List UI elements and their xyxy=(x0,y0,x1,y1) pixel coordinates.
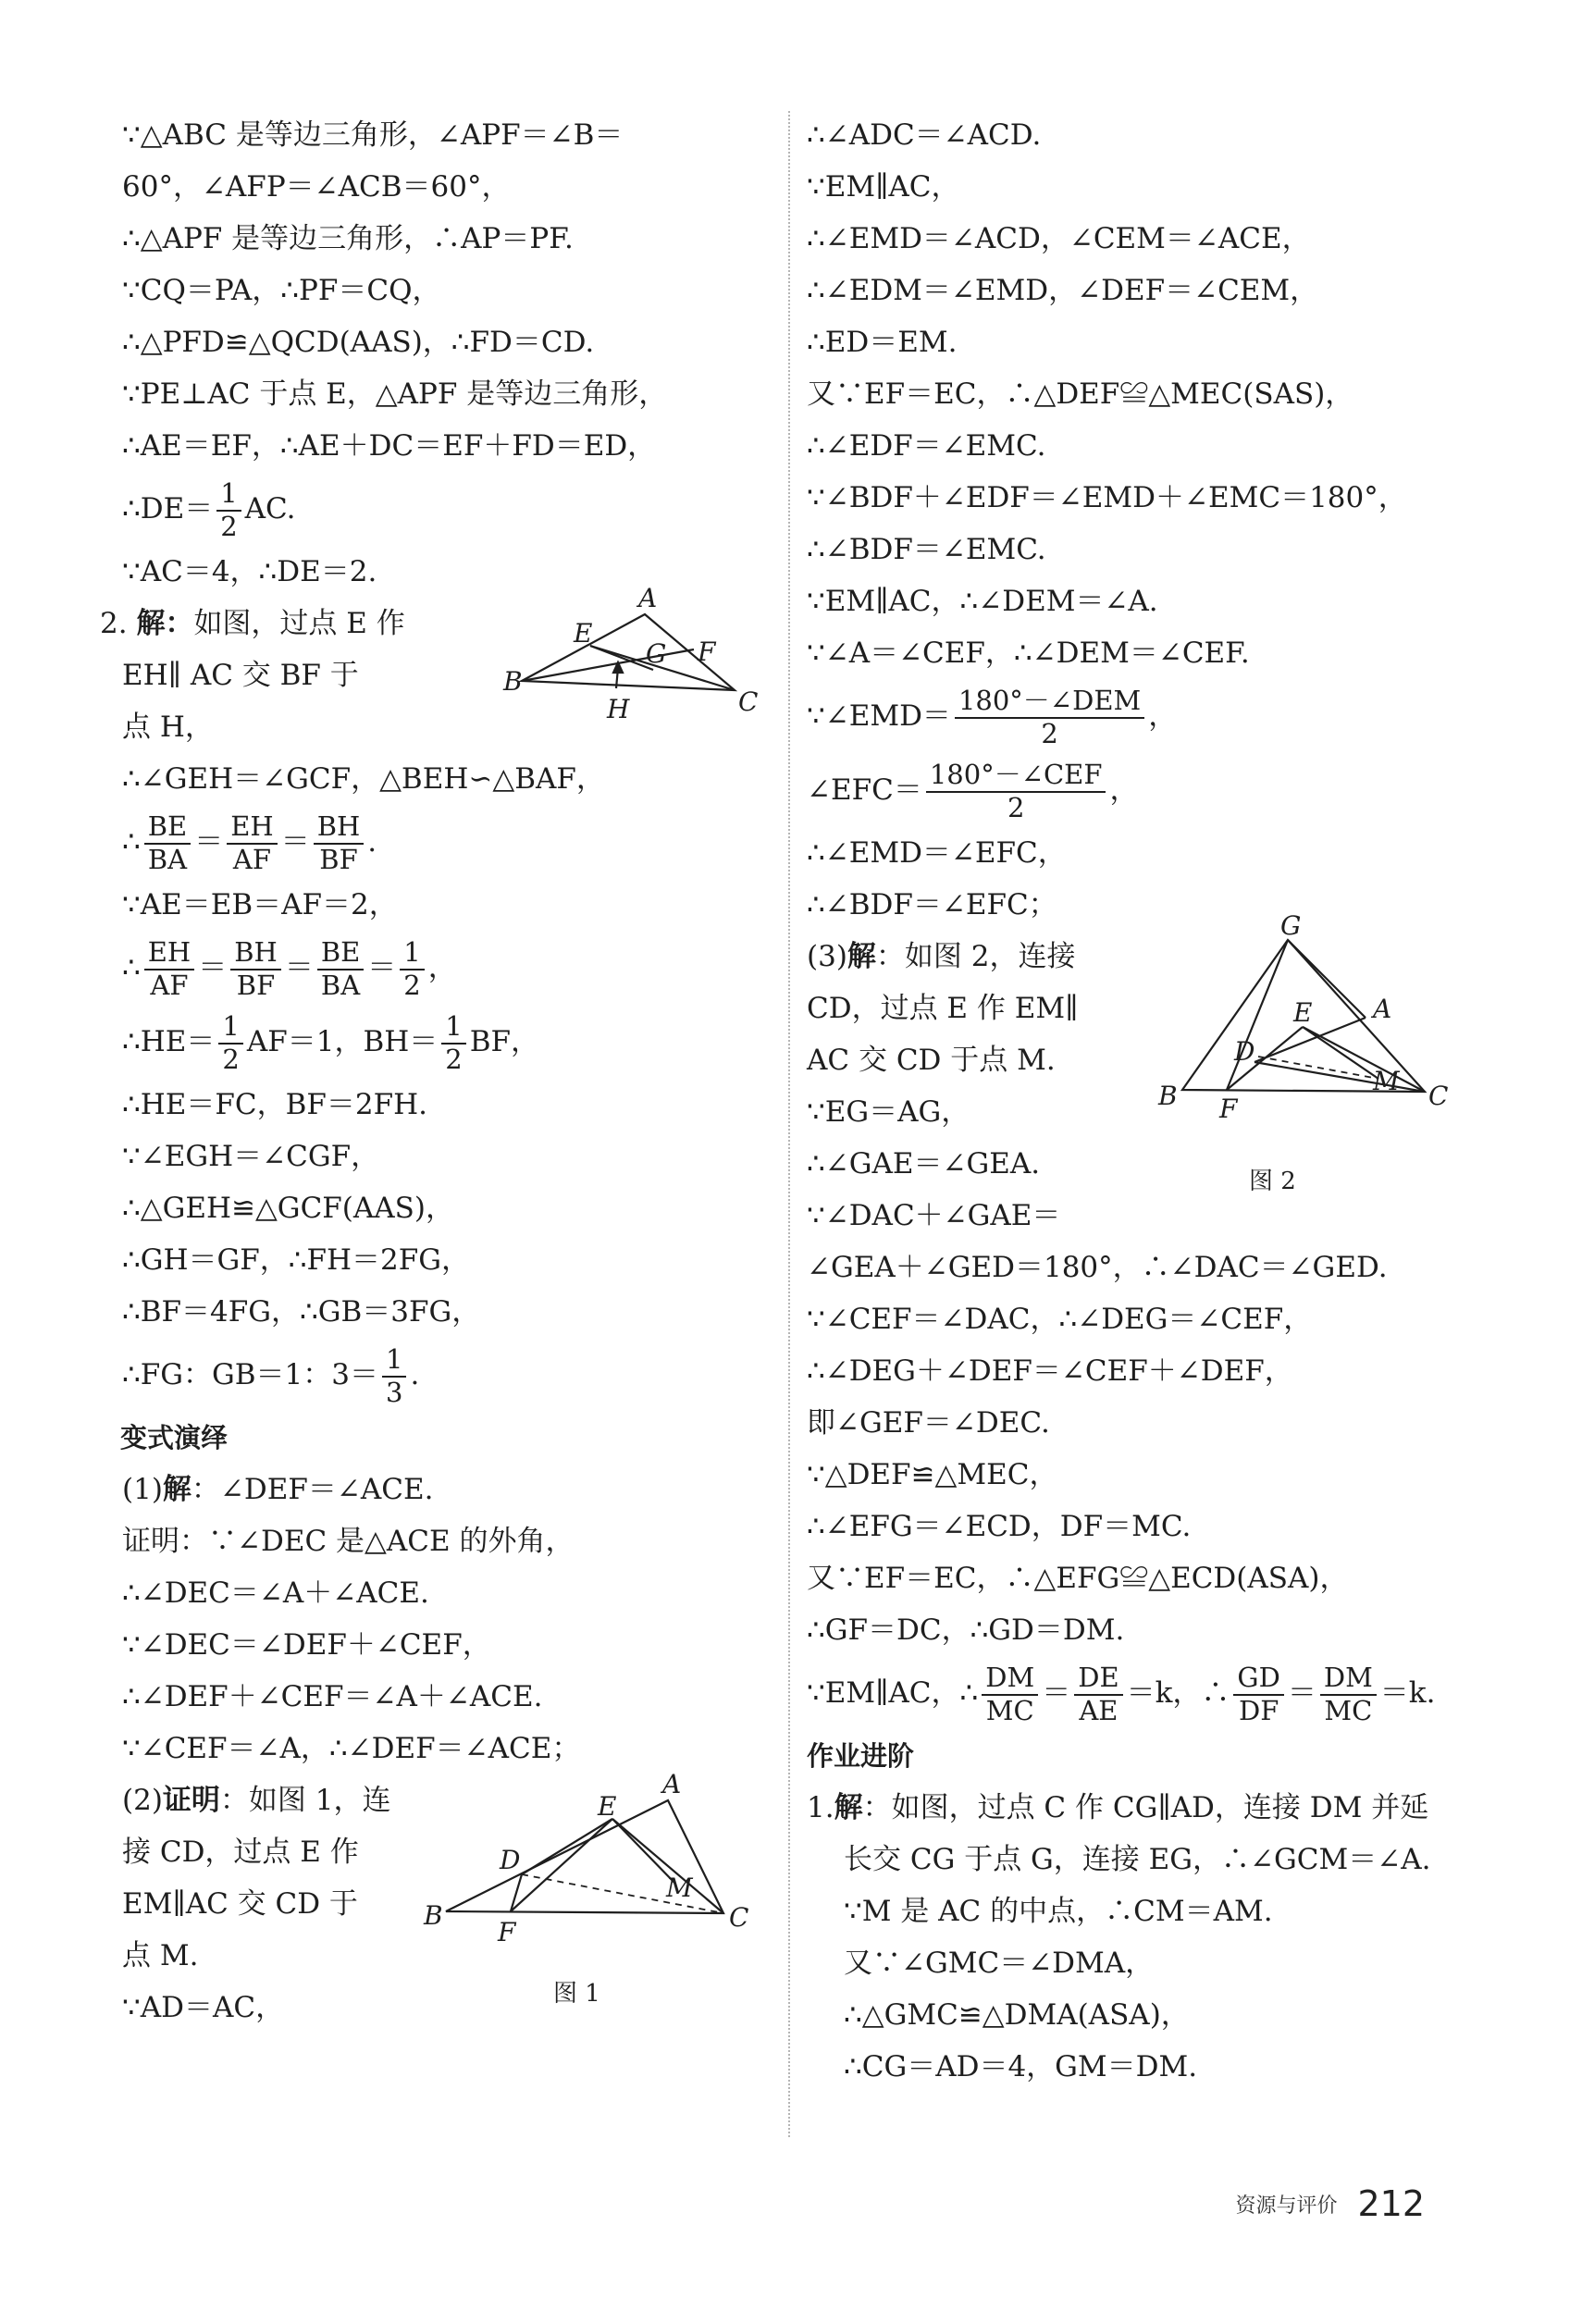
text-line: ∴∠DEG＋∠DEF＝∠CEF＋∠DEF， xyxy=(807,1354,1293,1388)
therefore-sign: ∴ xyxy=(122,951,141,984)
point-label-C: C xyxy=(729,1902,749,1933)
text-line: ∵∠BDF＋∠EDF＝∠EMD＋∠EMC＝180°， xyxy=(807,481,1407,514)
fraction-numerator: EH xyxy=(227,811,277,844)
fraction xyxy=(982,1663,1038,1726)
section-title: 作业进阶 xyxy=(807,1740,915,1772)
text-line: ∴ED＝EM. xyxy=(807,326,958,359)
column-divider xyxy=(788,111,790,2137)
fraction-denominator: 2 xyxy=(1041,717,1058,749)
point-label-A: A xyxy=(1373,994,1392,1024)
text-line: ∵∠EGH＝∠CGF， xyxy=(122,1140,380,1173)
text-line: ∴△GMC≌△DMA(ASA)， xyxy=(844,1998,1190,2032)
text-line: ∴△APF 是等边三角形，∴AP＝PF. xyxy=(122,222,574,255)
text-line: ∴∠DEF＋∠CEF＝∠A＋∠ACE. xyxy=(122,1680,543,1713)
fraction-numerator: 1 xyxy=(382,1344,406,1377)
fraction xyxy=(1320,1663,1377,1726)
fraction-numerator: 1 xyxy=(400,937,424,970)
text-line: ∴GF＝DC，∴GD＝DM. xyxy=(807,1613,1125,1647)
equation-line xyxy=(807,753,1454,827)
text-span: . xyxy=(410,1358,420,1391)
text-line: ∵AE＝EB＝AF＝2， xyxy=(122,888,398,921)
problem-number: 1. xyxy=(807,1791,834,1824)
text-span: ：如图 1，连 xyxy=(219,1784,391,1817)
fraction-numerator: BE xyxy=(317,937,364,970)
point-label-A: A xyxy=(662,1769,682,1799)
fraction-denominator: BA xyxy=(147,843,188,875)
text-line: 60°，∠AFP＝∠ACB＝60°， xyxy=(122,170,511,204)
problem-2-block xyxy=(100,583,770,753)
text-line: ∴HE＝FC，BF＝2FH. xyxy=(122,1088,428,1121)
text-span: ∴DE＝ xyxy=(122,492,214,525)
text-line: ∵∠A＝∠CEF，∴∠DEM＝∠CEF. xyxy=(807,637,1250,670)
point-label-B: B xyxy=(424,1900,443,1931)
text-line: 点 M. xyxy=(122,1939,199,1972)
text-line: ∴∠BDF＝∠EMC. xyxy=(807,533,1046,566)
text-span: AF＝1，BH＝ xyxy=(246,1025,439,1058)
point-label-E: E xyxy=(574,618,593,649)
fraction-numerator: BH xyxy=(314,811,365,844)
text-span: . xyxy=(367,825,377,859)
figure-2 xyxy=(1131,910,1449,1156)
point-label-E: E xyxy=(1293,997,1313,1028)
text-line: 点 H， xyxy=(122,711,214,744)
text-line: 长交 CG 于点 G，连接 EG，∴∠GCM＝∠A. xyxy=(844,1843,1431,1876)
text-line: ∵∠CEF＝∠A，∴∠DEF＝∠ACE； xyxy=(122,1732,581,1765)
text-line: ∴∠EDM＝∠EMD，∠DEF＝∠CEM， xyxy=(807,274,1319,307)
text-line: ∵EG＝AG， xyxy=(807,1095,970,1129)
text-line: ∴△GEH≌△GCF(AAS)， xyxy=(122,1192,454,1225)
text-span: ∵EM∥AC，∴ xyxy=(807,1676,979,1710)
fraction-denominator: 3 xyxy=(386,1376,403,1408)
text-line: ∵∠CEF＝∠DAC，∴∠DEG＝∠CEF， xyxy=(807,1303,1313,1336)
fraction xyxy=(400,937,424,1001)
fraction-numerator: 180°－∠DEM xyxy=(955,686,1144,718)
fraction-numerator: 180°－∠CEF xyxy=(926,760,1106,792)
figure-1 xyxy=(418,1769,770,1959)
fraction-denominator: 2 xyxy=(222,1043,240,1075)
text-line: ∴∠EFG＝∠ECD，DF＝MC. xyxy=(807,1510,1192,1543)
text-span: ∴HE＝ xyxy=(122,1025,216,1058)
fraction-denominator: BF xyxy=(319,843,358,875)
text-line: AC 交 CD 于点 M. xyxy=(807,1044,1056,1077)
text-span: ∴FG：GB＝1：3＝ xyxy=(122,1358,378,1391)
fraction-denominator: AF xyxy=(150,969,189,1001)
fraction-numerator: 1 xyxy=(216,478,241,511)
fraction-numerator: DM xyxy=(982,1663,1038,1695)
text-line: 又∵EF＝EC，∴△EFG≌△ECD(ASA)， xyxy=(807,1562,1349,1595)
figure-1-caption: 图 1 xyxy=(553,1980,600,2008)
fraction-denominator: 2 xyxy=(220,510,238,542)
equation-line: ∴ $\frac{BE}{BA}$ ＝ $\frac{EH}{AF}$ ＝ $\frac{BH}{BF}$ . xyxy=(122,810,377,875)
text-line xyxy=(807,1782,1454,1834)
text-line xyxy=(122,1464,770,1515)
point-label-B: B xyxy=(1158,1081,1178,1111)
fraction xyxy=(926,760,1106,823)
fraction-numerator: GD xyxy=(1233,1663,1283,1695)
text-line: ∴∠EDF＝∠EMC. xyxy=(807,429,1046,463)
text-line: ∵PE⊥AC 于点 E，△APF 是等边三角形， xyxy=(122,377,668,411)
text-line: ∵AC＝4，∴DE＝2. xyxy=(122,555,377,588)
text-line: ∵M 是 AC 的中点，∴CM＝AM. xyxy=(844,1895,1273,1928)
fraction-numerator: 1 xyxy=(218,1011,242,1044)
therefore-sign: ∴ xyxy=(122,825,141,859)
text-line: ∵EM∥AC， xyxy=(807,170,960,204)
text-span: ：如图，过点 C 作 CG∥AD，连接 DM 并延 xyxy=(862,1791,1429,1824)
text-line: ∴∠EMD＝∠ACD，∠CEM＝∠ACE， xyxy=(807,222,1311,255)
text-line: 证明：∵∠DEC 是△ACE 的外角， xyxy=(122,1525,575,1558)
page-footer xyxy=(1235,2183,1425,2224)
fraction-denominator: 2 xyxy=(403,969,421,1001)
text-line: ∴∠ADC＝∠ACD. xyxy=(807,118,1042,152)
text-line: ∵∠DAC＋∠GAE＝ xyxy=(807,1199,1061,1232)
solution-label: 解 xyxy=(162,1473,192,1506)
solution-label: 解 xyxy=(847,940,876,973)
point-label-E: E xyxy=(598,1791,617,1822)
text-line: ∴AE＝EF，∴AE＋DC＝EF＋FD＝ED， xyxy=(122,429,657,463)
text-line: 接 CD，过点 E 作 xyxy=(122,1836,359,1869)
point-label-F: F xyxy=(698,637,716,667)
section-title: 变式演绎 xyxy=(120,1422,229,1453)
text-line: ∵CQ＝PA，∴PF＝CQ， xyxy=(122,274,441,307)
fraction xyxy=(230,937,281,1001)
problem-number: 2. xyxy=(100,607,137,640)
text-line: 即∠GEF＝∠DEC. xyxy=(807,1406,1050,1440)
point-label-G: G xyxy=(646,638,667,669)
fraction xyxy=(955,686,1144,749)
equation-line xyxy=(122,1005,770,1079)
text-line: ∠GEA＋∠GED＝180°，∴∠DAC＝∠GED. xyxy=(807,1251,1388,1284)
fraction-denominator: MC xyxy=(985,1694,1034,1726)
text-line: ∵△DEF≌△MEC， xyxy=(807,1458,1058,1491)
text-span: ∵∠EMD＝ xyxy=(807,699,951,733)
text-line: ∴∠EMD＝∠EFC， xyxy=(807,836,1067,870)
text-line: CD，过点 E 作 EM∥ xyxy=(807,992,1079,1025)
problem-3-block xyxy=(807,910,1454,1242)
text-line: ∴CG＝AD＝4，GM＝DM. xyxy=(844,2050,1198,2083)
fraction-denominator: AF xyxy=(232,843,271,875)
fraction xyxy=(382,1344,406,1408)
fraction xyxy=(144,937,194,1001)
fraction xyxy=(441,1011,465,1075)
right-column xyxy=(807,109,1454,2093)
fraction xyxy=(216,478,241,542)
equation-line: ∵EM∥AC，∴ $\frac{DM}{MC}$ ＝ $\frac{DE}{AE}$ ＝k，∴ $\frac{GD}{DF}$ ＝ $\frac{DM}{MC}$ ＝k. xyxy=(807,1662,1436,1726)
fraction-denominator: DF xyxy=(1238,1694,1279,1726)
point-label-C: C xyxy=(1428,1081,1449,1111)
text-line: ∴∠GEH＝∠GCF，△BEH∽△BAF， xyxy=(122,762,605,796)
point-label-F: F xyxy=(1219,1094,1238,1124)
triangle-figure-top xyxy=(503,583,762,746)
fraction xyxy=(144,811,191,875)
equation-line xyxy=(122,472,770,546)
text-line: ∵EM∥AC，∴∠DEM＝∠A. xyxy=(807,585,1158,618)
point-label-C: C xyxy=(738,686,759,717)
fraction-denominator: AE xyxy=(1079,1694,1119,1726)
figure-2-caption: 图 2 xyxy=(1249,1168,1296,1195)
text-line: ∴∠DEC＝∠A＋∠ACE. xyxy=(122,1576,429,1610)
point-label-D: D xyxy=(500,1845,521,1875)
text-span: ， xyxy=(1109,773,1139,807)
point-label-F: F xyxy=(498,1917,516,1947)
equation-line: ∴ $\frac{EH}{AF}$ ＝ $\frac{BH}{BF}$ ＝ $\frac{BE}{BA}$ ＝ $\frac{1}{2}$ ， xyxy=(122,936,457,1001)
text-line: ∴BF＝4FG，∴GB＝3FG， xyxy=(122,1295,481,1329)
point-label-H: H xyxy=(607,694,630,724)
text-span: ∠EFC＝ xyxy=(807,773,922,807)
text-span: BF， xyxy=(469,1025,540,1058)
text-line: ∴∠GAE＝∠GEA. xyxy=(807,1147,1041,1181)
text-line: 又∵EF＝EC，∴△DEF≌△MEC(SAS)， xyxy=(807,377,1354,411)
fraction xyxy=(218,1011,242,1075)
text-line: EH∥ AC 交 BF 于 xyxy=(122,659,359,692)
text-line: ∵∠DEC＝∠DEF＋∠CEF， xyxy=(122,1628,491,1662)
footer-label: 资源与评价 xyxy=(1235,2194,1338,2218)
fraction-denominator: BF xyxy=(236,969,276,1001)
proof-label: 证明 xyxy=(162,1784,220,1817)
fraction xyxy=(314,811,365,875)
fraction-denominator: MC xyxy=(1324,1694,1373,1726)
left-column xyxy=(100,109,770,2034)
text-span: ， xyxy=(1148,699,1178,733)
text-line: ∴∠BDF＝∠EFC； xyxy=(807,888,1057,921)
equation-line xyxy=(807,679,1454,753)
text-line: ∴△PFD≌△QCD(AAS)，∴FD＝CD. xyxy=(122,326,595,359)
text-line: ∴GH＝GF，∴FH＝2FG， xyxy=(122,1243,471,1277)
text-line: EM∥AC 交 CD 于 xyxy=(122,1887,358,1921)
point-label-A: A xyxy=(638,583,658,613)
fraction-denominator: 2 xyxy=(1007,791,1025,823)
proof-2-block xyxy=(122,1769,770,2034)
fraction-numerator: DM xyxy=(1320,1663,1377,1695)
text-span: 如图，过点 E 作 xyxy=(193,607,405,640)
solution-label: 解 xyxy=(834,1791,863,1824)
text-span: AC. xyxy=(244,492,296,525)
text-line: ∵△ABC 是等边三角形，∠APF＝∠B＝ xyxy=(122,118,624,152)
equation-line xyxy=(122,1338,770,1412)
point-label-M: M xyxy=(1373,1066,1400,1096)
fraction-numerator: 1 xyxy=(441,1011,465,1044)
fraction xyxy=(1233,1663,1283,1726)
fraction-denominator: 2 xyxy=(445,1043,463,1075)
fraction xyxy=(1074,1663,1122,1726)
text-line: ∵AD＝AC， xyxy=(122,1991,285,2024)
text-span: (1) xyxy=(122,1473,163,1506)
fraction-numerator: BE xyxy=(144,811,191,844)
text-span: (2) xyxy=(122,1784,163,1817)
fraction-numerator: EH xyxy=(144,937,194,970)
text-line: 又∵∠GMC＝∠DMA， xyxy=(844,1947,1155,1980)
text-span: ：如图 2，连接 xyxy=(875,940,1076,973)
point-label-M: M xyxy=(666,1873,693,1903)
text-span: ＝k，∴ xyxy=(1126,1676,1230,1710)
text-span: ：∠DEF＝∠ACE. xyxy=(191,1473,434,1506)
point-label-B: B xyxy=(503,666,523,697)
point-label-D: D xyxy=(1234,1036,1255,1067)
text-span: ＝k. xyxy=(1379,1676,1436,1710)
fraction-numerator: BH xyxy=(230,937,281,970)
fraction xyxy=(317,937,364,1001)
text-span: (3) xyxy=(807,940,847,973)
point-label-G: G xyxy=(1280,910,1302,941)
page-number: 212 xyxy=(1357,2183,1425,2224)
fraction-numerator: DE xyxy=(1074,1663,1122,1695)
solution-label: 解： xyxy=(136,607,194,640)
fraction-denominator: BA xyxy=(320,969,361,1001)
fraction xyxy=(227,811,277,875)
